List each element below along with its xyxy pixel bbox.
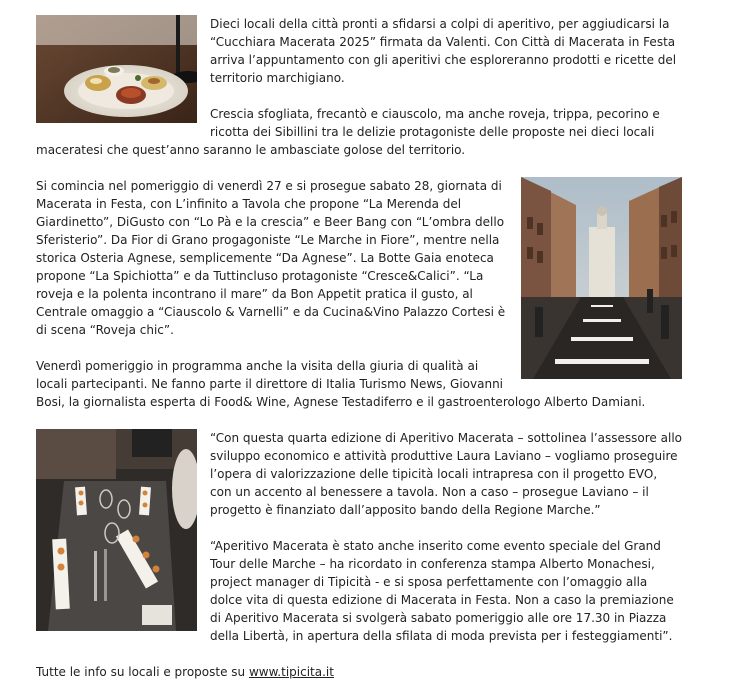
paragraph-intro: Dieci locali della città pronti a sfidarsi a colpi di aperitivo, per aggiudicarsi la “Cucchiara Macerata 2025” firmata da Valenti. Con Città di Macerata in Festa arriva l’appuntamento con gli aperitivi che esploreranno prodotti e ricette del territorio marchigiano.: [210, 17, 677, 85]
paragraph-programma: Si comincia nel pomeriggio di venerdì 27 e si prosegue sabato 28, giornata di Macerata in Festa, con L’infinito a Tavola che propone “La Merenda del Giardinetto”, DiGusto con “Lo Pà e la crescia” e Beer Bang con “L’ombra dello Sferisterio”. Da Fior di Grano progagoniste “Le Marche in Fiore”, mentre nella storica Osteria Agnese, semplicemente “Da Agnese”. La Botte Gaia enoteca propone “La Spichiotta” e da Tuttincluso protagoniste “Cresce&Calici”. “La roveja e la polenta incontrano il mare” da Bon Appetit pratica il gusto, al Centrale omaggio a “Ciauscolo & Varnelli” e da Cucina&Vino Palazzo Cortesi è di scena “Roveja chic”.: [36, 179, 506, 337]
paragraph-delizie: Crescia sfogliata, frecantò e ciauscolo, ma anche roveja, trippa, pecorino e ricotta dei Sibillini tra le delizie protagoniste delle proposte nei dieci locali maceratesi che quest’anno saranno le ambasciate golose del territorio.: [36, 107, 660, 157]
restaurant-table-photo: [36, 429, 197, 631]
info-text: Tutte le info su locali e proposte su: [36, 665, 249, 679]
article-body: [36, 15, 682, 699]
paragraph-giuria: Venerdì pomeriggio in programma anche la visita della giuria di qualità ai locali partecipanti. Ne fanno parte il direttore di Italia Turismo News, Giovanni Bosi, la giornalista esperta di Food& Wine, Agnese Testadiferro e il gastroenterologo Alberto Damiani.: [36, 359, 646, 409]
street-table-photo: [521, 177, 682, 379]
paragraph-quote-monachesi: “Aperitivo Macerata è stato anche inserito come evento speciale del Grand Tour delle Marche – ha ricordato in conferenza stampa Alberto Monachesi, project manager di Tipicità - e si sposa perfettamente con l’omaggio alla dolce vita di questa edizione di Macerata in Festa. Non a caso la premiazione di Aperitivo Macerata si svolgerà sabato pomeriggio alle ore 17.30 in Piazza della Libertà, in apertura della sfilata di moda prevista per i festeggiamenti”.: [210, 539, 674, 643]
plate-appetizer-photo: [36, 15, 197, 123]
paragraph-info: [36, 663, 682, 681]
tipicita-link[interactable]: www.tipicita.it: [248, 665, 334, 679]
paragraph-quote-laviano: “Con questa quarta edizione di Aperitivo Macerata – sottolinea l’assessore allo sviluppo economico e attività produttive Laura Laviano – vogliamo proseguire l’opera di valorizzazione delle tipicità locali intrapresa con il progetto EVO, con un accento al benessere a tavola. Non a caso – prosegue Laviano – il progetto è finanziato dall’apposito bando della Regione Marche.”: [210, 431, 682, 517]
